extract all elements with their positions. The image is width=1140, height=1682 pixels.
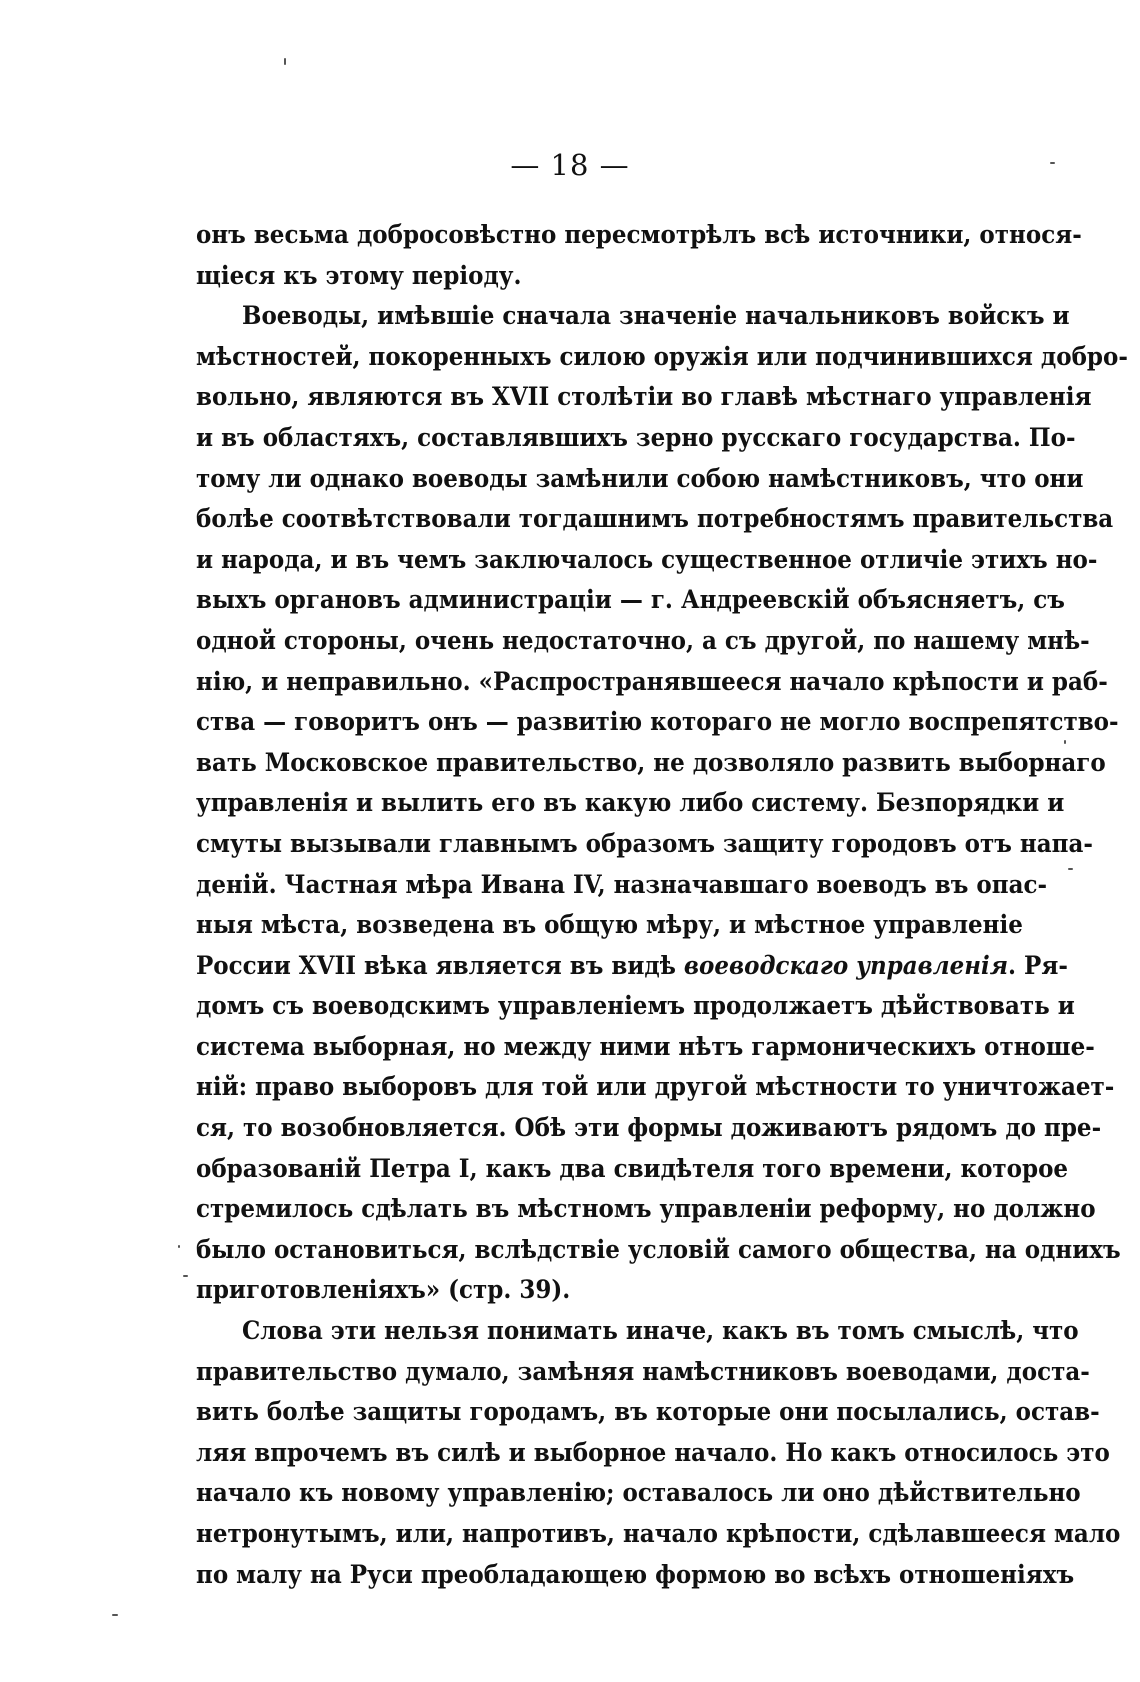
text-line: вить болѣе защиты городамъ, въ которые они посылались, остав- bbox=[196, 1397, 1100, 1427]
text-line: образованій Петра I, какъ два свидѣтеля того времени, которое bbox=[196, 1153, 1069, 1183]
text-line: болѣе соотвѣтствовали тогдашнимъ потребностямъ правительства bbox=[196, 504, 1114, 534]
text-line: и въ областяхъ, составлявшихъ зерно русскаго государства. По- bbox=[196, 422, 1076, 452]
text-line: деній. Частная мѣра Ивана IV, назначавшаго воеводъ въ опас- bbox=[196, 869, 1048, 899]
text-line: вать Московское правительство, не дозволяло развить выборнаго bbox=[196, 747, 1106, 777]
text-line: мѣстностей, покоренныхъ силою оружія или подчинившихся добро- bbox=[196, 341, 1128, 371]
emphasized-phrase: воеводскаго управленія bbox=[683, 950, 1009, 980]
text-line: было остановиться, вслѣдствіе условій самого общества, на однихъ bbox=[196, 1234, 1121, 1264]
body-text bbox=[196, 215, 1128, 1595]
paragraph bbox=[196, 296, 1128, 1311]
text-line: вольно, являются въ XVII столѣтіи во главѣ мѣстнаго управленія bbox=[196, 382, 1092, 412]
text-line: онъ весьма добросовѣстно пересмотрѣлъ всѣ источники, относя- bbox=[196, 220, 1082, 249]
text-line: ляя впрочемъ въ силѣ и выборное начало. Но какъ относилось это bbox=[196, 1437, 1110, 1467]
scan-speck bbox=[112, 1614, 118, 1616]
text-line: стремилось сдѣлать въ мѣстномъ управленіи реформу, но должно bbox=[196, 1194, 1096, 1224]
text-line: ся, то возобновляется. Обѣ эти формы доживаютъ рядомъ до пре- bbox=[196, 1113, 1102, 1143]
scan-speck bbox=[178, 1245, 180, 1248]
text-line: смуты вызывали главнымъ образомъ защиту городовъ отъ напа- bbox=[196, 828, 1093, 858]
text-line: тому ли однако воеводы замѣнили собою намѣстниковъ, что они bbox=[196, 463, 1084, 493]
text-line: щіеся къ этому періоду. bbox=[196, 260, 522, 290]
text-line: приготовленіяхъ» (стр. 39). bbox=[196, 1275, 571, 1305]
text-line: ныя мѣста, возведена въ общую мѣру, и мѣстное управленіе bbox=[196, 910, 1023, 940]
text-line: домъ съ воеводскимъ управленіемъ продолжаетъ дѣйствовать и bbox=[196, 991, 1075, 1021]
text-line: система выборная, но между ними нѣтъ гармоническихъ отноше- bbox=[196, 1031, 1095, 1061]
text-line: выхъ органовъ администраціи — г. Андреевскій объясняетъ, съ bbox=[196, 585, 1065, 615]
text-line: и народа, и въ чемъ заключалось существенное отличіе этихъ но- bbox=[196, 544, 1098, 574]
scan-speck bbox=[1050, 162, 1055, 164]
paragraph bbox=[196, 1311, 1121, 1595]
page-number: — 18 — bbox=[510, 148, 630, 182]
scan-speck bbox=[1064, 740, 1066, 744]
text-line: одной стороны, очень недостаточно, а съ другой, по нашему мнѣ- bbox=[196, 625, 1090, 655]
text-line: нію, и неправильно. «Распространявшееся начало крѣпости и раб- bbox=[196, 666, 1108, 696]
text-line: Слова эти нельзя понимать иначе, какъ въ томъ смыслѣ, что bbox=[242, 1316, 1079, 1346]
text-line: ства — говоритъ онъ — развитію котораго не могло воспрепятство- bbox=[196, 707, 1119, 737]
scan-speck bbox=[183, 1275, 188, 1277]
scan-speck bbox=[284, 58, 286, 65]
paragraph bbox=[196, 215, 1082, 296]
text-line: нетронутымъ, или, напротивъ, начало крѣпости, сдѣлавшееся мало bbox=[196, 1519, 1121, 1548]
text-line: по малу на Руси преобладающею формою во всѣхъ отношеніяхъ bbox=[196, 1559, 1075, 1589]
text-line: Воеводы, имѣвшіе сначала значеніе начальниковъ войскъ и bbox=[242, 301, 1070, 331]
text-line: управленія и вылить его въ какую либо систему. Безпорядки и bbox=[196, 788, 1065, 818]
text-line: России XVII вѣка является въ видѣ воеводскаго управленія. Ря- bbox=[196, 950, 1068, 980]
scan-speck bbox=[1068, 868, 1073, 870]
text-line: правительство думало, замѣняя намѣстниковъ воеводами, доста- bbox=[196, 1356, 1090, 1386]
text-line: ній: право выборовъ для той или другой мѣстности то уничтожает- bbox=[196, 1072, 1115, 1102]
text-line: начало къ новому управленію; оставалось ли оно дѣйствительно bbox=[196, 1478, 1081, 1508]
